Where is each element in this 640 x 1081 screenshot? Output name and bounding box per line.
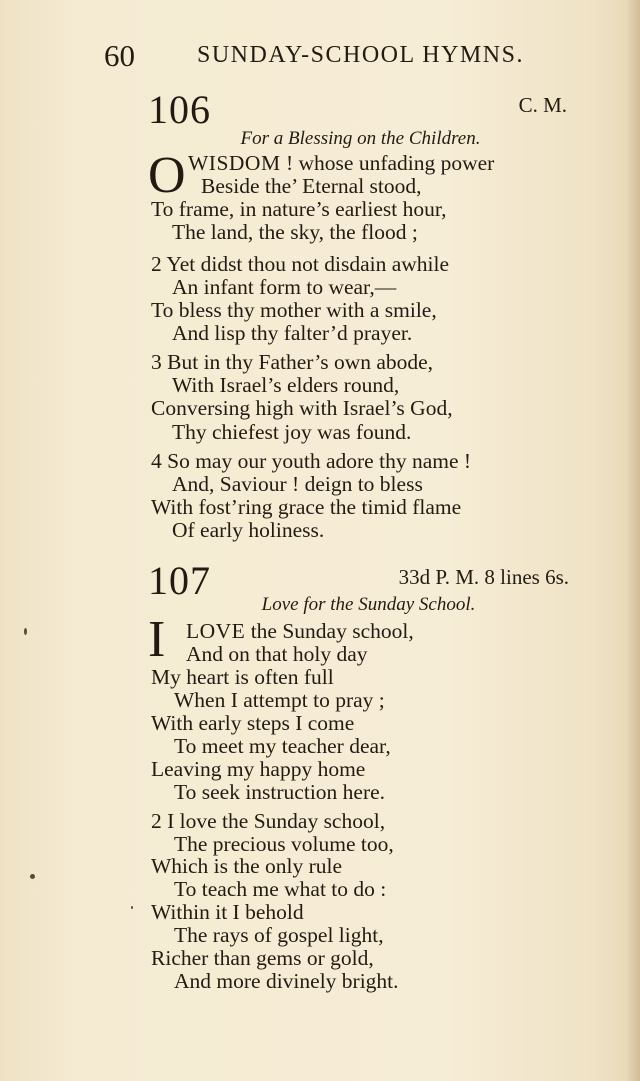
verse-line: And on that holy day <box>186 642 368 666</box>
hymn-106-heading <box>148 87 573 132</box>
verse-line: And, Saviour ! deign to bless <box>172 472 423 496</box>
hymn-number: 106 <box>148 87 211 132</box>
verse-line: And more divinely bright. <box>174 969 399 993</box>
page-number: 60 <box>104 38 135 73</box>
verse-line: Which is the only rule <box>151 854 343 878</box>
drop-cap: O <box>148 147 186 204</box>
drop-cap: I <box>148 611 166 668</box>
verse-line: Richer than gems or gold, <box>151 946 374 970</box>
running-title: SUNDAY-SCHOOL HYMNS. <box>197 42 524 68</box>
verse-line: To seek instruction here. <box>174 780 386 804</box>
hymn-meter: 33d P. M. 8 lines 6s. <box>398 565 569 589</box>
verse-line: The rays of gospel light, <box>174 923 384 947</box>
verse-line: The precious volume too, <box>174 832 394 856</box>
verse-line: An infant form to wear,— <box>172 275 397 299</box>
hymn-106-title: For a Blessing on the Children. <box>240 128 481 149</box>
verse-line: The land, the sky, the flood ; <box>172 220 418 244</box>
verse-line: My heart is often full <box>151 665 334 689</box>
first-word: LOVE <box>186 619 246 643</box>
paper-speck <box>131 906 133 909</box>
hymn-number: 107 <box>148 558 211 603</box>
page-header <box>104 38 534 72</box>
verse-line: With early steps I come <box>151 711 355 735</box>
verse-line: With fost’ring grace the timid flame <box>151 495 462 519</box>
verse-line: 2 I love the Sunday school, <box>151 809 386 833</box>
verse-line: To teach me what to do : <box>174 877 387 901</box>
hymn-meter: C. M. <box>518 93 567 117</box>
first-word: WISDOM <box>188 151 281 175</box>
verse-line: Leaving my happy home <box>151 757 366 781</box>
verse-line: Beside the’ Eternal stood, <box>201 174 422 198</box>
verse-line: Thy chiefest joy was found. <box>172 420 412 444</box>
verse-line: Conversing high with Israel’s God, <box>151 396 453 420</box>
verse-line: 3 But in thy Father’s own abode, <box>151 350 434 374</box>
verse-line: Within it I behold <box>151 900 304 924</box>
verse-line: When I attempt to pray ; <box>174 688 385 712</box>
verse-line: With Israel’s elders round, <box>172 373 400 397</box>
verse-line: To frame, in nature’s earliest hour, <box>151 197 447 221</box>
verse-line <box>186 621 414 643</box>
first-line-rest: ! whose unfading power <box>285 151 495 175</box>
verse-line: 2 Yet didst thou not disdain awhile <box>151 252 450 276</box>
hymn-107-title: Love for the Sunday School. <box>261 594 476 615</box>
paper-speck <box>30 874 35 879</box>
verse-line: To bless thy mother with a smile, <box>151 298 437 322</box>
verse-line: Of early holiness. <box>172 518 325 542</box>
verse-line: 4 So may our youth adore thy name ! <box>151 449 472 473</box>
page-edge-shadow <box>626 0 640 1081</box>
verse-line: And lisp thy falter’d prayer. <box>172 321 413 345</box>
verse-line <box>188 153 494 175</box>
verse-line: To meet my teacher dear, <box>174 734 391 758</box>
first-line-rest: the Sunday school, <box>250 619 414 643</box>
paper-speck <box>24 628 27 635</box>
